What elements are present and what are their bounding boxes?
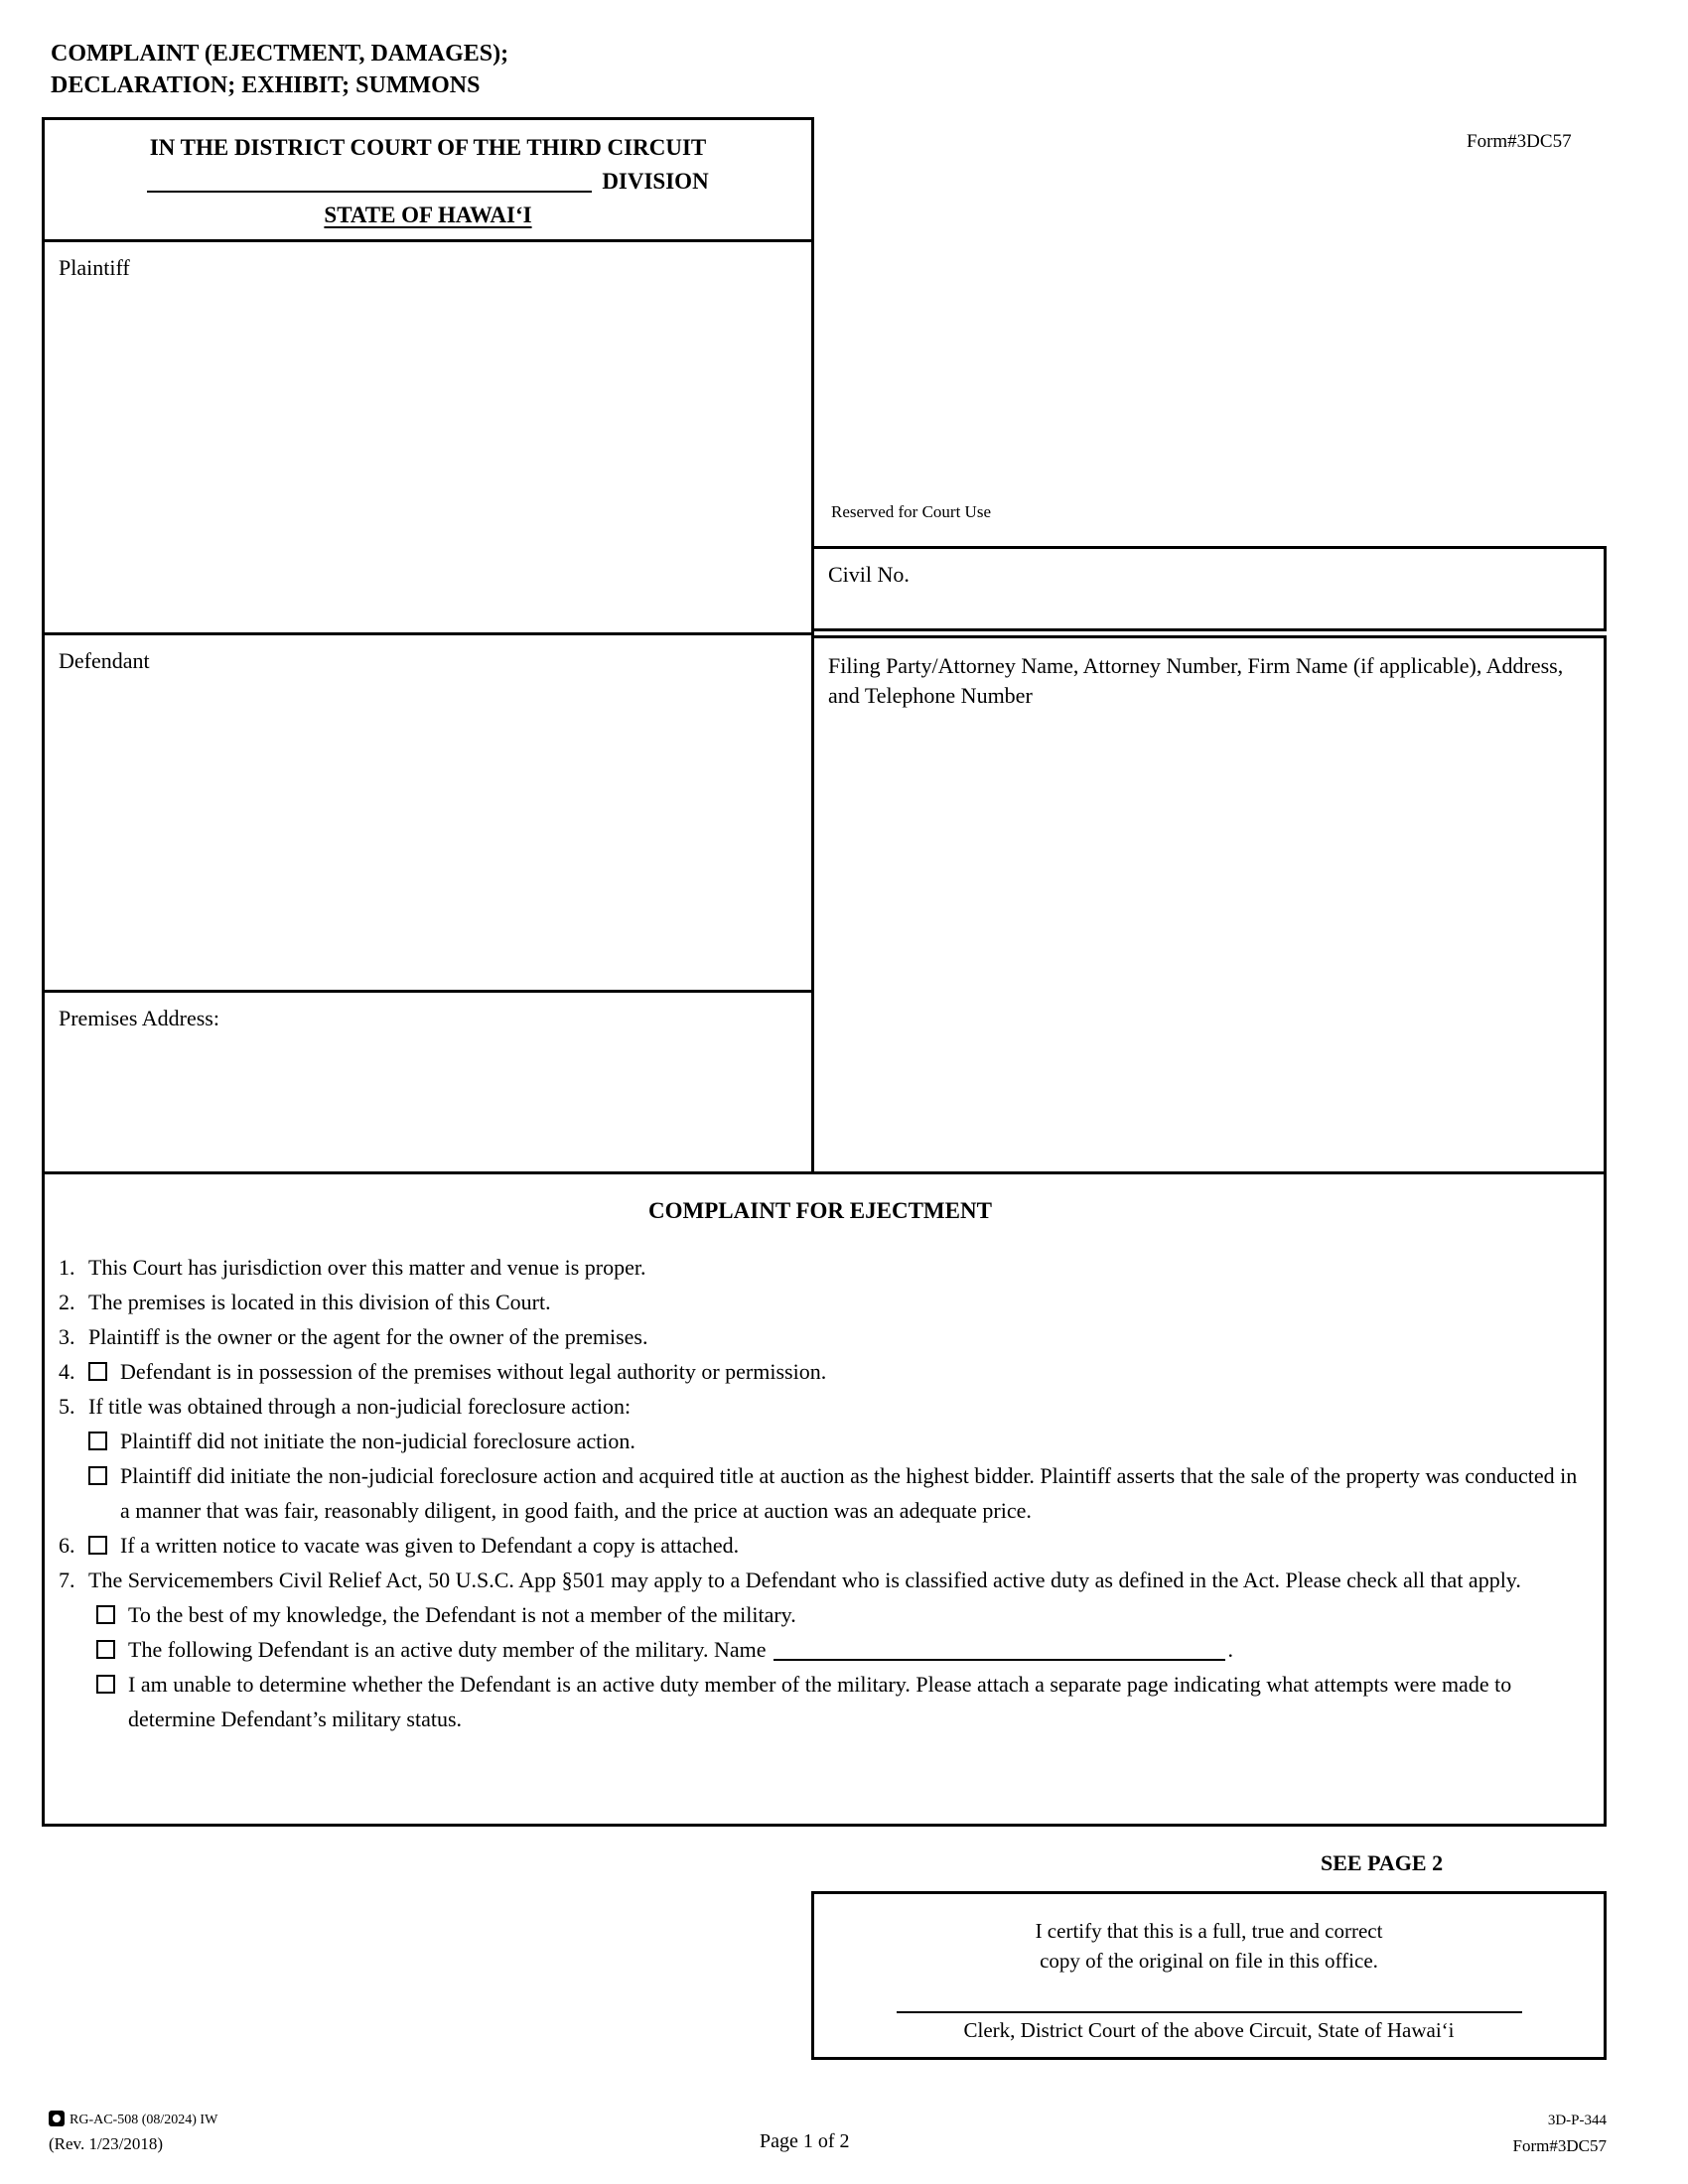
complaint-item-2	[59, 1285, 1582, 1319]
complaint-item-7-option-1	[96, 1597, 1582, 1632]
state-label: STATE OF HAWAI‘I	[324, 203, 532, 227]
item-text: Defendant is in possession of the premises without legal authority or permission.	[120, 1359, 827, 1384]
division-label: DIVISION	[602, 169, 709, 194]
checkbox-unable-determine-icon[interactable]	[96, 1675, 115, 1694]
reserved-court-use-label: Reserved for Court Use	[831, 502, 991, 521]
item-text: Plaintiff did not initiate the non-judicial foreclosure action.	[120, 1429, 635, 1453]
complaint-item-7-option-2	[96, 1632, 1582, 1667]
footer-doc-code-line	[49, 2109, 217, 2132]
footer-revision: (Rev. 1/23/2018)	[49, 2134, 164, 2153]
footer-form-number: Form#3DC57	[1512, 2136, 1607, 2155]
checkbox-active-duty-icon[interactable]	[96, 1640, 115, 1659]
complaint-item-4	[59, 1354, 1582, 1389]
footer-right	[1513, 2109, 1607, 2158]
item-text-period: .	[1227, 1637, 1233, 1662]
item-text: The following Defendant is an active duty member of the military. Name	[128, 1637, 767, 1662]
certification-line2: copy of the original on file in this office.	[1040, 1949, 1378, 1973]
complaint-item-5-option-2	[88, 1458, 1582, 1528]
checkbox-notice-to-vacate-icon[interactable]	[88, 1536, 107, 1555]
complaint-item-3	[59, 1319, 1582, 1354]
complaint-item-7-option-3	[96, 1667, 1582, 1736]
premises-address-field-box[interactable]	[42, 993, 814, 1171]
checkbox-did-initiate-icon[interactable]	[88, 1466, 107, 1485]
item-text: The Servicemembers Civil Relief Act, 50 U.S.C. App §501 may apply to a Defendant who is classified active duty as defined in the Act. Please check all that apply.	[88, 1568, 1521, 1592]
court-caption-box	[42, 117, 814, 242]
item-number: 2.	[59, 1290, 75, 1314]
civil-number-label: Civil No.	[828, 562, 910, 587]
clerk-signature-line[interactable]	[897, 2011, 1522, 2013]
complaint-section	[42, 1171, 1607, 1827]
item-text: I am unable to determine whether the Defendant is an active duty member of the military. Please attach a separate page indicating what attempts were made to determine Defendant’s military status.	[128, 1672, 1512, 1731]
form-stamp-icon	[49, 2111, 65, 2126]
item-text: If a written notice to vacate was given to Defendant a copy is attached.	[120, 1533, 740, 1558]
division-line	[45, 165, 811, 199]
complaint-heading: COMPLAINT FOR EJECTMENT	[648, 1198, 992, 1223]
item-number: 7.	[59, 1568, 75, 1592]
checkbox-possession-icon[interactable]	[88, 1362, 107, 1381]
division-blank-field[interactable]	[147, 169, 592, 193]
see-page-2-label: SEE PAGE 2	[1321, 1850, 1444, 1875]
footer-doc-code: RG-AC-508 (08/2024) IW	[70, 2113, 218, 2127]
complaint-item-7	[59, 1563, 1582, 1597]
footer-print-code: 3D-P-344	[1547, 2113, 1607, 2128]
filing-party-field-box[interactable]	[811, 635, 1607, 1171]
checkbox-not-military-icon[interactable]	[96, 1605, 115, 1624]
civil-number-field-box[interactable]	[811, 546, 1607, 631]
premises-address-label: Premises Address:	[59, 1006, 219, 1030]
item-number: 1.	[59, 1255, 75, 1280]
filing-party-label: Filing Party/Attorney Name, Attorney Number, Firm Name (if applicable), Address, and Telephone Number	[828, 653, 1564, 708]
checkbox-did-not-initiate-icon[interactable]	[88, 1432, 107, 1450]
complaint-item-list	[59, 1250, 1582, 1736]
plaintiff-label: Plaintiff	[59, 255, 130, 280]
item-text: The premises is located in this division of this Court.	[88, 1290, 551, 1314]
footer-page-number: Page 1 of 2	[760, 2130, 850, 2152]
defendant-label: Defendant	[59, 648, 150, 673]
complaint-item-6	[59, 1528, 1582, 1563]
state-line	[45, 199, 811, 232]
plaintiff-field-box[interactable]	[42, 242, 814, 635]
item-number: 5.	[59, 1394, 75, 1419]
item-text: This Court has jurisdiction over this matter and venue is proper.	[88, 1255, 646, 1280]
footer-left	[49, 2109, 217, 2156]
item-number: 3.	[59, 1324, 75, 1349]
item-text: Plaintiff is the owner or the agent for the owner of the premises.	[88, 1324, 648, 1349]
clerk-label: Clerk, District Court of the above Circuit, State of Hawai‘i	[963, 2018, 1455, 2042]
item-text: To the best of my knowledge, the Defendant is not a member of the military.	[128, 1602, 796, 1627]
document-title	[51, 38, 508, 101]
certification-box	[811, 1891, 1607, 2060]
document-title-line2: DECLARATION; EXHIBIT; SUMMONS	[51, 72, 481, 98]
court-name-line: IN THE DISTRICT COURT OF THE THIRD CIRCUIT	[149, 135, 707, 160]
item-text: If title was obtained through a non-judicial foreclosure action:	[88, 1394, 632, 1419]
certification-line1: I certify that this is a full, true and correct	[1035, 1919, 1383, 1943]
military-name-blank-field[interactable]	[774, 1639, 1225, 1661]
defendant-field-box[interactable]	[42, 635, 814, 993]
item-text: Plaintiff did initiate the non-judicial foreclosure action and acquired title at auction as the highest bidder. Plaintiff asserts that the sale of the property was conducted in a manner that was fair, reasonably diligent, in good faith, and the price at auction was an adequate price.	[120, 1463, 1578, 1523]
complaint-item-1	[59, 1250, 1582, 1285]
item-number: 6.	[59, 1533, 75, 1558]
complaint-item-5	[59, 1389, 1582, 1424]
document-title-line1: COMPLAINT (EJECTMENT, DAMAGES);	[51, 41, 509, 67]
complaint-item-5-option-1	[88, 1424, 1582, 1458]
form-number-top: Form#3DC57	[1467, 131, 1572, 152]
item-number: 4.	[59, 1359, 75, 1384]
